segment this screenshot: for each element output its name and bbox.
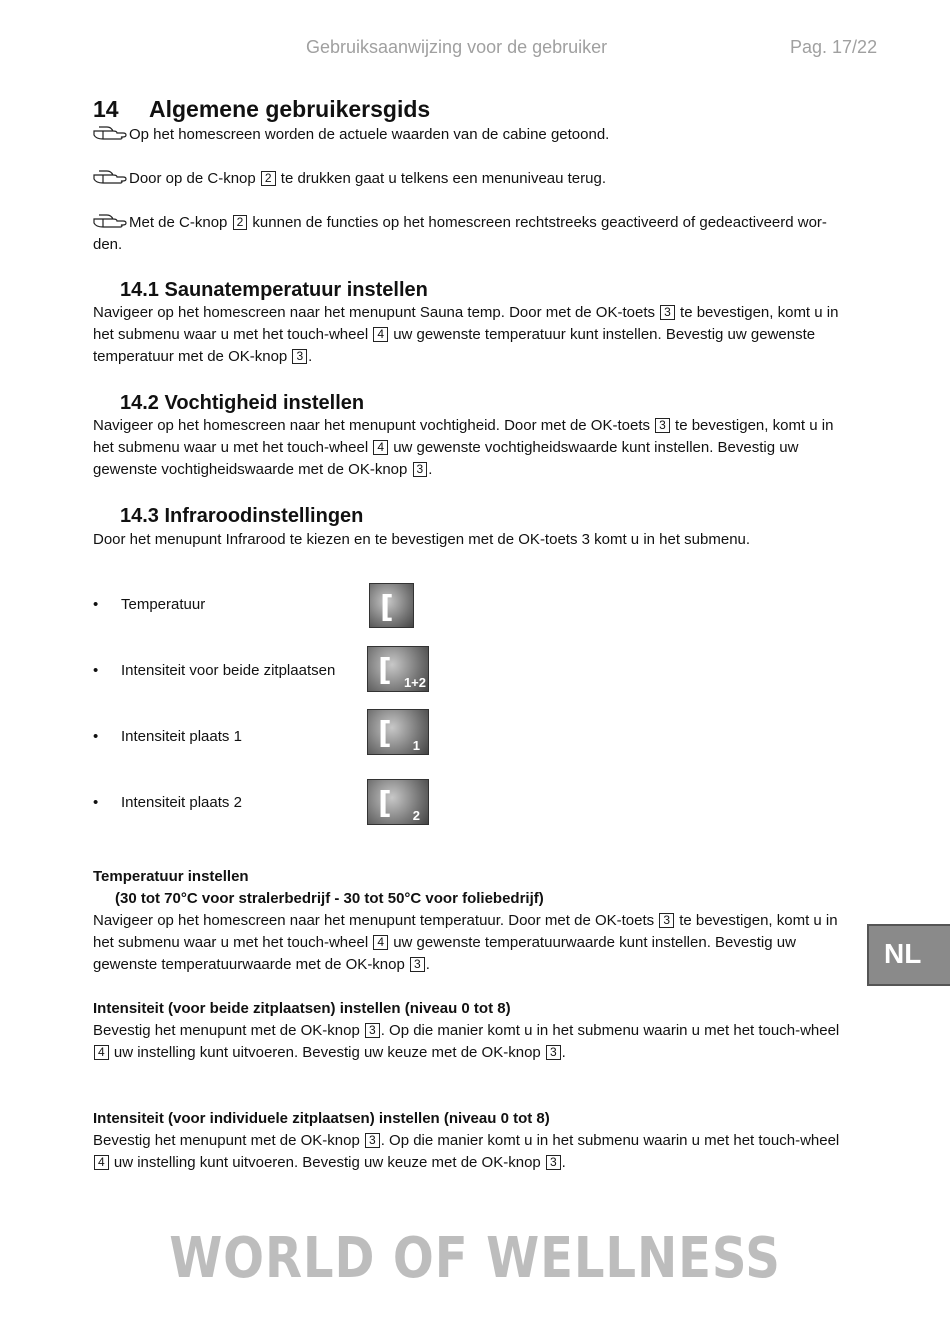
- key-touch-wheel: 4: [94, 1045, 109, 1060]
- bullet-intensity-seat-1: • Intensiteit plaats 1: [93, 728, 242, 745]
- language-tab: [867, 924, 950, 986]
- text: uw instelling kunt uitvoeren. Bevestig uw keuze met de OK-knop: [113, 1154, 541, 1171]
- text: . Op die manier komt u in het submenu waarin u met het touch-wheel: [380, 1132, 840, 1149]
- infrared-seat-2-icon: [ 2: [367, 779, 429, 825]
- text: het submenu waar u met het touch-wheel: [93, 439, 369, 456]
- text: het submenu waar u met het touch-wheel: [93, 326, 369, 343]
- language-tab-label: NL: [884, 938, 922, 969]
- heading-14-1: 14.1 Saunatemperatuur instellen: [120, 279, 428, 301]
- temp-range: (30 tot 70°C voor stralerbedrijf - 30 tot 50°C voor foliebedrijf): [115, 890, 544, 907]
- text: temperatuur met de OK-knop: [93, 348, 288, 365]
- page-number: Pag. 17/22: [790, 37, 878, 57]
- text: .: [561, 1154, 566, 1171]
- section-heading: [93, 96, 430, 123]
- key-ok: 3: [410, 957, 425, 972]
- infrared-temperature-icon: [: [369, 583, 414, 628]
- heading-14-3: 14.3 Infraroodinstellingen: [120, 505, 364, 527]
- text: uw gewenste temperatuur kunt instellen. Bevestig uw gewenste: [393, 326, 816, 343]
- header-title: Gebruiksaanwijzing voor de gebruiker: [306, 37, 608, 57]
- pointing-hand-icon: [93, 125, 129, 141]
- text: uw gewenste temperatuurwaarde kunt instellen. Bevestig uw: [393, 934, 796, 951]
- key-touch-wheel: 4: [373, 327, 388, 342]
- key-ok: 3: [546, 1155, 561, 1170]
- section-number: 14: [93, 96, 119, 122]
- paragraph-14-1: [93, 302, 883, 368]
- bullet-intensity-seat-2: • Intensiteit plaats 2: [93, 794, 242, 811]
- text: te bevestigen, komt u in: [675, 417, 834, 434]
- temp-paragraph: [93, 910, 883, 976]
- key-c-button: 2: [233, 215, 248, 230]
- indiv-heading: Intensiteit (voor individuele zitplaatsen) instellen (niveau 0 tot 8): [93, 1110, 550, 1127]
- brand-footer: WORLD OF WELLNESS: [169, 1226, 781, 1291]
- heading-14-2: 14.2 Vochtigheid instellen: [120, 392, 365, 414]
- key-ok: 3: [413, 462, 428, 477]
- text: uw gewenste vochtigheidswaarde kunt instellen. Bevestig uw: [393, 439, 799, 456]
- icon-badge: 1: [412, 738, 420, 753]
- text: te bevestigen, komt u in: [680, 304, 839, 321]
- text: . Op die manier komt u in het submenu waarin u met het touch-wheel: [380, 1022, 840, 1039]
- key-touch-wheel: 4: [94, 1155, 109, 1170]
- note-3-text-c: den.: [93, 236, 123, 253]
- note-3: [93, 212, 883, 256]
- note-3-text-b: kunnen de functies op het homescreen rechtstreeks geactiveerd of gedeactiveerd wor-: [252, 214, 827, 231]
- section-title: Algemene gebruikersgids: [149, 96, 431, 122]
- text: .: [561, 1044, 566, 1061]
- key-touch-wheel: 4: [373, 440, 388, 455]
- infrared-both-seats-icon: [ 1+2: [367, 646, 429, 692]
- key-ok: 3: [655, 418, 670, 433]
- note-2-text-a: Door op de C-knop: [129, 170, 256, 187]
- text: .: [425, 956, 430, 973]
- bullet-label: Intensiteit voor beide zitplaatsen: [121, 662, 336, 679]
- note-3-text-a: Met de C-knop: [129, 214, 228, 231]
- text: gewenste vochtigheidswaarde met de OK-knop: [93, 461, 408, 478]
- note-2: [93, 168, 883, 190]
- key-c-button: 2: [261, 171, 276, 186]
- key-ok: 3: [546, 1045, 561, 1060]
- text: Bevestig het menupunt met de OK-knop: [93, 1022, 360, 1039]
- bullet-label: Intensiteit plaats 1: [121, 728, 242, 745]
- bullet-temperature: • Temperatuur: [93, 596, 206, 613]
- note-1: [93, 124, 883, 146]
- paragraph-14-2: [93, 415, 883, 481]
- infrared-seat-1-icon: [ 1: [367, 709, 429, 755]
- key-ok: 3: [659, 913, 674, 928]
- icon-badge: 1+2: [403, 675, 426, 690]
- bullet-label: Intensiteit plaats 2: [121, 794, 242, 811]
- text: Bevestig het menupunt met de OK-knop: [93, 1132, 360, 1149]
- text: Navigeer op het homescreen naar het menupunt temperatuur. Door met de OK-toets: [93, 912, 655, 929]
- note-2-text-b: te drukken gaat u telkens een menuniveau terug.: [280, 170, 606, 187]
- text: uw instelling kunt uitvoeren. Bevestig uw keuze met de OK-knop: [113, 1044, 541, 1061]
- text: Navigeer op het homescreen naar het menupunt vochtigheid. Door met de OK-toets: [93, 417, 650, 434]
- note-1-text: Op het homescreen worden de actuele waarden van de cabine getoond.: [129, 126, 610, 143]
- key-ok: 3: [660, 305, 675, 320]
- paragraph-14-3: Door het menupunt Infrarood te kiezen en te bevestigen met de OK-toets 3 komt u in het submenu.: [93, 531, 751, 548]
- indiv-paragraph: [93, 1130, 883, 1174]
- key-ok: 3: [292, 349, 307, 364]
- text: .: [308, 348, 313, 365]
- temp-heading: Temperatuur instellen: [93, 868, 249, 885]
- text: .: [428, 461, 433, 478]
- pointing-hand-icon: [93, 169, 129, 185]
- text: gewenste temperatuurwaarde met de OK-knop: [93, 956, 405, 973]
- pointing-hand-icon: [93, 213, 129, 229]
- both-paragraph: [93, 1020, 883, 1064]
- bullet-label: Temperatuur: [121, 596, 206, 613]
- key-ok: 3: [365, 1023, 380, 1038]
- bullet-intensity-both: • Intensiteit voor beide zitplaatsen: [93, 662, 336, 679]
- text: het submenu waar u met het touch-wheel: [93, 934, 369, 951]
- key-touch-wheel: 4: [373, 935, 388, 950]
- key-ok: 3: [365, 1133, 380, 1148]
- icon-badge: 2: [412, 808, 420, 823]
- text: te bevestigen, komt u in: [679, 912, 838, 929]
- text: Navigeer op het homescreen naar het menupunt Sauna temp. Door met de OK-toets: [93, 304, 655, 321]
- both-heading: Intensiteit (voor beide zitplaatsen) instellen (niveau 0 tot 8): [93, 1000, 511, 1017]
